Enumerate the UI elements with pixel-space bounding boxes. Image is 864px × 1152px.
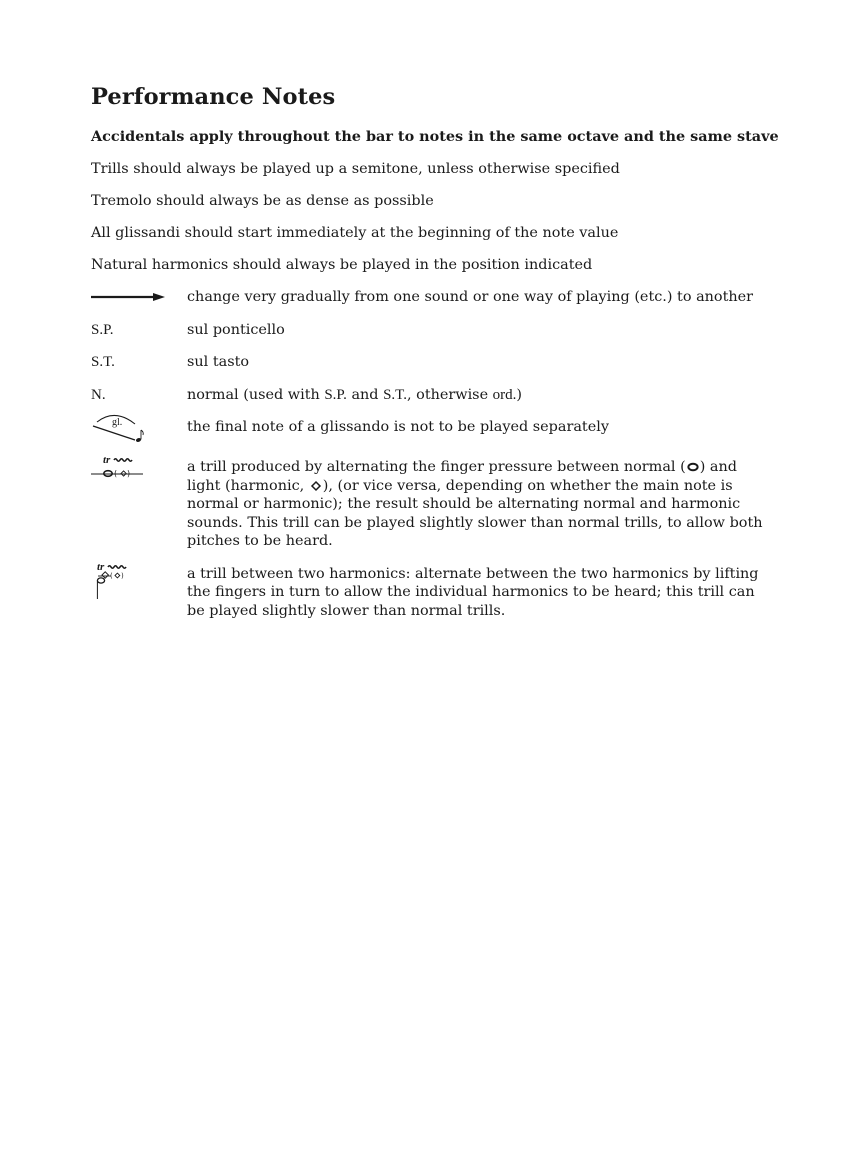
note-tremolo: Tremolo should always be as dense as possible xyxy=(91,193,434,209)
svg-text:(: ( xyxy=(110,571,113,580)
legend-row-n xyxy=(91,386,771,405)
pressure-trill-text-b: ) and light (harmonic, xyxy=(187,459,737,494)
note-natural-harmonics: Natural harmonics should always be played in the position indicated xyxy=(91,257,593,273)
legend-sp-description: sul ponticello xyxy=(187,321,285,338)
legend-n-text-c: , otherwise xyxy=(407,386,493,403)
legend-row-sp xyxy=(91,321,771,340)
gradual-change-arrow-icon xyxy=(91,288,187,306)
legend-row-pressure-trill xyxy=(91,454,771,551)
svg-text:): ) xyxy=(127,469,131,478)
glissando-label: gl. xyxy=(112,417,123,428)
normal-notehead-icon xyxy=(686,461,700,473)
legend-harmonics-trill-description: a trill between two harmonics: alternate between the two harmonics by lifting the fingers in turn to allow the individual harmonics to be heard; this trill can be played slightly slower than normal trills. xyxy=(187,565,759,619)
legend-row-harmonics-trill xyxy=(91,560,771,621)
legend-pressure-trill-description xyxy=(187,458,771,551)
trill-label: tr xyxy=(103,454,111,466)
page-title: Performance Notes xyxy=(91,84,336,110)
legend-glissando-description: the final note of a glissando is not to be played separately xyxy=(187,419,609,435)
legend-n-text-d: ) xyxy=(516,386,523,403)
legend-row-glissando xyxy=(91,418,771,444)
note-accidentals: Accidentals apply throughout the bar to notes in the same octave and the same stave xyxy=(91,128,779,145)
legend-sp-symbol: S.P. xyxy=(91,321,114,338)
svg-text:(: ( xyxy=(114,469,118,478)
pressure-trill-text-c: ), (or vice versa, depending on whether the main note is normal or harmonic); the result should be alternating normal and harmonic sounds. This trill can be played slightly slower than normal trills, to allow both pitches to be heard. xyxy=(187,477,763,549)
legend-n-abbr-ord: ord. xyxy=(492,386,517,403)
pressure-trill-text-a: a trill produced by alternating the finger pressure between normal ( xyxy=(187,459,686,475)
harmonics-trill-label: tr xyxy=(97,560,105,573)
performance-notes-page xyxy=(91,84,779,634)
legend-st-symbol: S.T. xyxy=(91,354,115,370)
legend-n-text-b: and xyxy=(346,386,384,403)
legend-n-abbr-sp: S.P. xyxy=(324,386,347,403)
note-trills: Trills should always be played up a semitone, unless otherwise specified xyxy=(91,161,620,177)
harmonic-trill-icon xyxy=(91,454,187,480)
two-harmonics-trill-icon xyxy=(91,560,187,601)
legend-row-arrow xyxy=(91,288,771,307)
legend-n-text-a: normal (used with xyxy=(187,386,325,403)
legend-row-st xyxy=(91,353,771,372)
svg-text:): ) xyxy=(121,571,124,580)
legend-n-description xyxy=(187,386,771,405)
legend-n-abbr-st: S.T. xyxy=(383,386,407,403)
glissando-icon xyxy=(91,418,187,444)
legend-st-description: sul tasto xyxy=(187,354,250,370)
harmonic-notehead-icon xyxy=(309,480,323,492)
legend-n-symbol: N. xyxy=(91,386,106,403)
note-glissandi: All glissandi should start immediately at the beginning of the note value xyxy=(91,225,619,241)
legend-arrow-description: change very gradually from one sound or one way of playing (etc.) to another xyxy=(187,289,754,305)
